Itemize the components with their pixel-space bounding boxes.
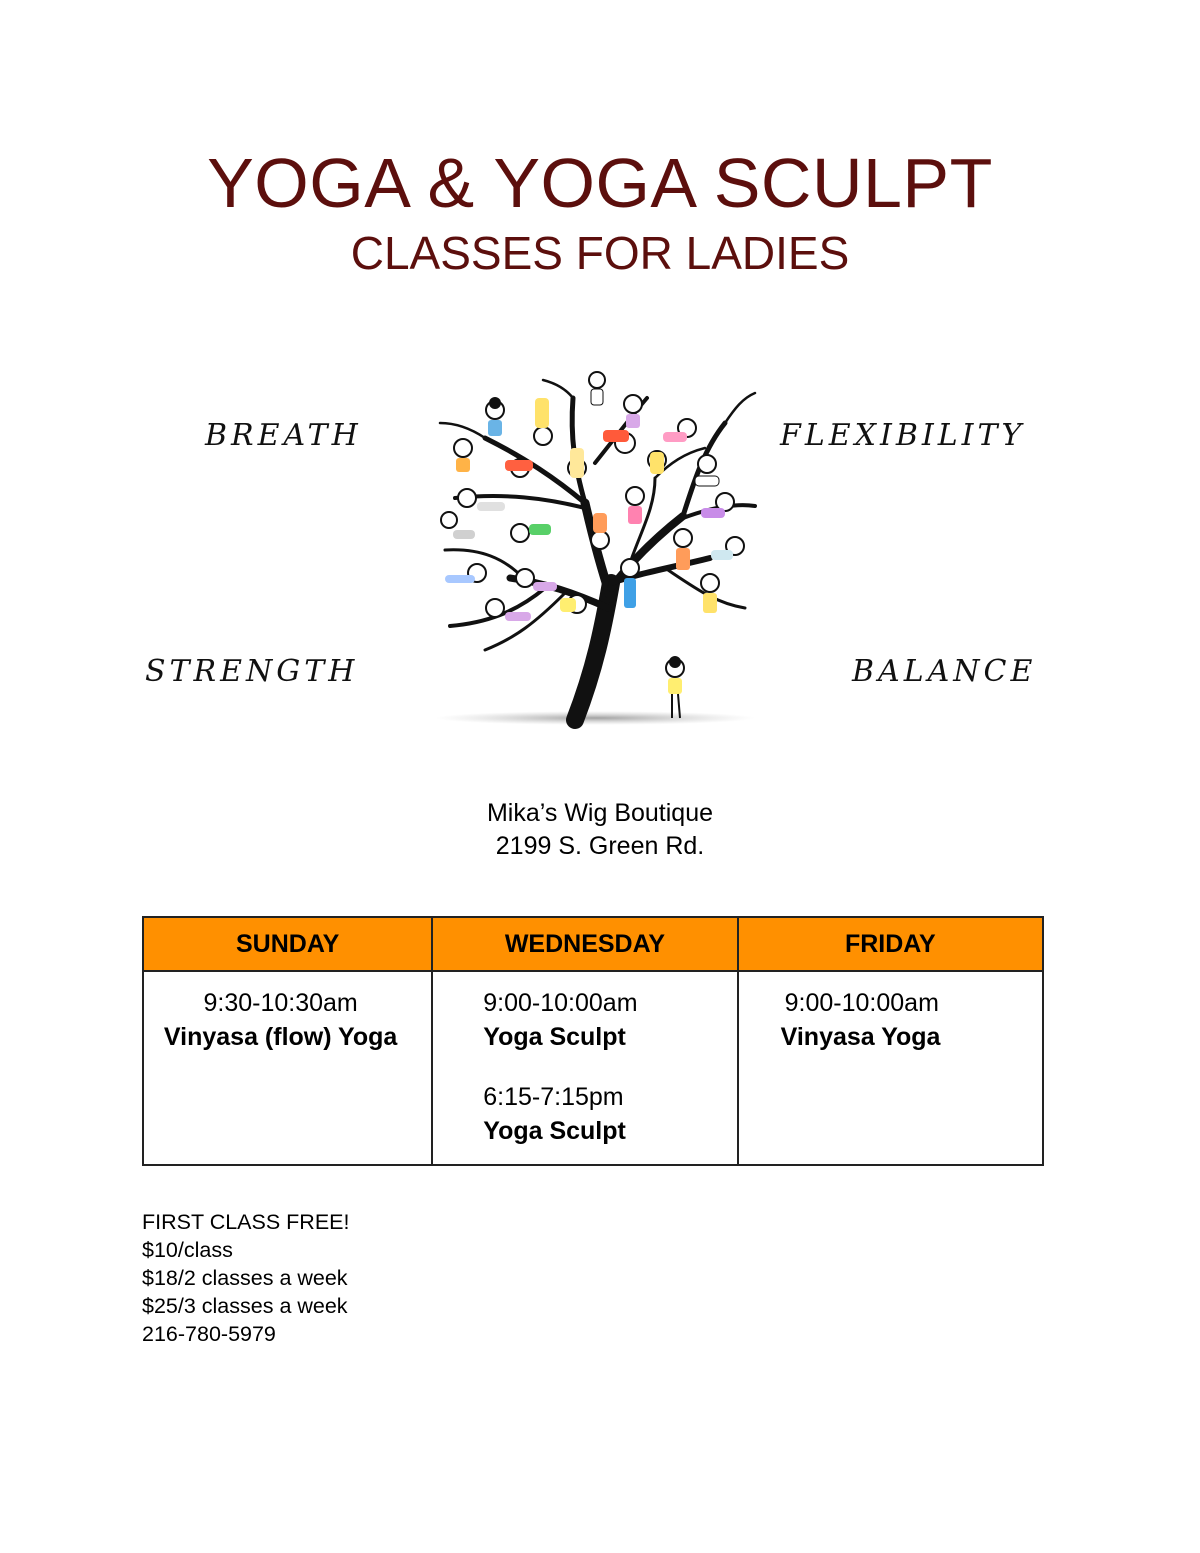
page-title: YOGA & YOGA SCULPT bbox=[207, 144, 993, 222]
friday-cell bbox=[738, 971, 1043, 1165]
venue-name: Mika’s Wig Boutique bbox=[486, 799, 714, 827]
tree-shadow bbox=[435, 711, 755, 725]
header-sunday: SUNDAY bbox=[143, 917, 432, 971]
pricing-line: FIRST CLASS FREE! bbox=[142, 1210, 350, 1234]
address-block bbox=[0, 797, 1200, 863]
class-name: Yoga Sculpt bbox=[483, 1117, 626, 1145]
schedule-body-row bbox=[143, 971, 1043, 1165]
class-name: Vinyasa (flow) Yoga bbox=[163, 1023, 398, 1051]
sunday-cell bbox=[143, 971, 432, 1165]
class-slot bbox=[739, 986, 1042, 1054]
class-schedule-table bbox=[142, 916, 1044, 1166]
pricing-line: $25/3 classes a week bbox=[142, 1294, 348, 1318]
pricing-line: $10/class bbox=[142, 1238, 233, 1262]
schedule-header-row bbox=[143, 917, 1043, 971]
pricing-info bbox=[142, 1208, 349, 1348]
pricing-line: $18/2 classes a week bbox=[142, 1266, 348, 1290]
word-strength: STRENGTH bbox=[145, 654, 359, 689]
phone-number: 216-780-5979 bbox=[142, 1322, 276, 1346]
word-flexibility: FLEXIBILITY bbox=[780, 418, 1026, 453]
header-wednesday: WEDNESDAY bbox=[432, 917, 737, 971]
class-time: 9:30-10:30am bbox=[203, 989, 358, 1017]
header-friday: FRIDAY bbox=[738, 917, 1043, 971]
wednesday-cell bbox=[432, 971, 737, 1165]
class-time: 9:00-10:00am bbox=[784, 989, 939, 1017]
class-time: 6:15-7:15pm bbox=[483, 1083, 624, 1111]
venue-street: 2199 S. Green Rd. bbox=[495, 832, 705, 860]
yoga-tree-illustration bbox=[425, 368, 775, 730]
class-slot bbox=[433, 1080, 736, 1148]
class-slot bbox=[433, 986, 736, 1054]
class-slot bbox=[144, 986, 431, 1054]
word-balance: BALANCE bbox=[852, 654, 1037, 689]
class-name: Yoga Sculpt bbox=[483, 1023, 626, 1051]
class-time: 9:00-10:00am bbox=[483, 989, 638, 1017]
page-subtitle: CLASSES FOR LADIES bbox=[350, 227, 850, 279]
tree-trunk bbox=[440, 380, 755, 720]
class-name: Vinyasa Yoga bbox=[780, 1023, 941, 1051]
word-breath: BREATH bbox=[205, 418, 362, 453]
